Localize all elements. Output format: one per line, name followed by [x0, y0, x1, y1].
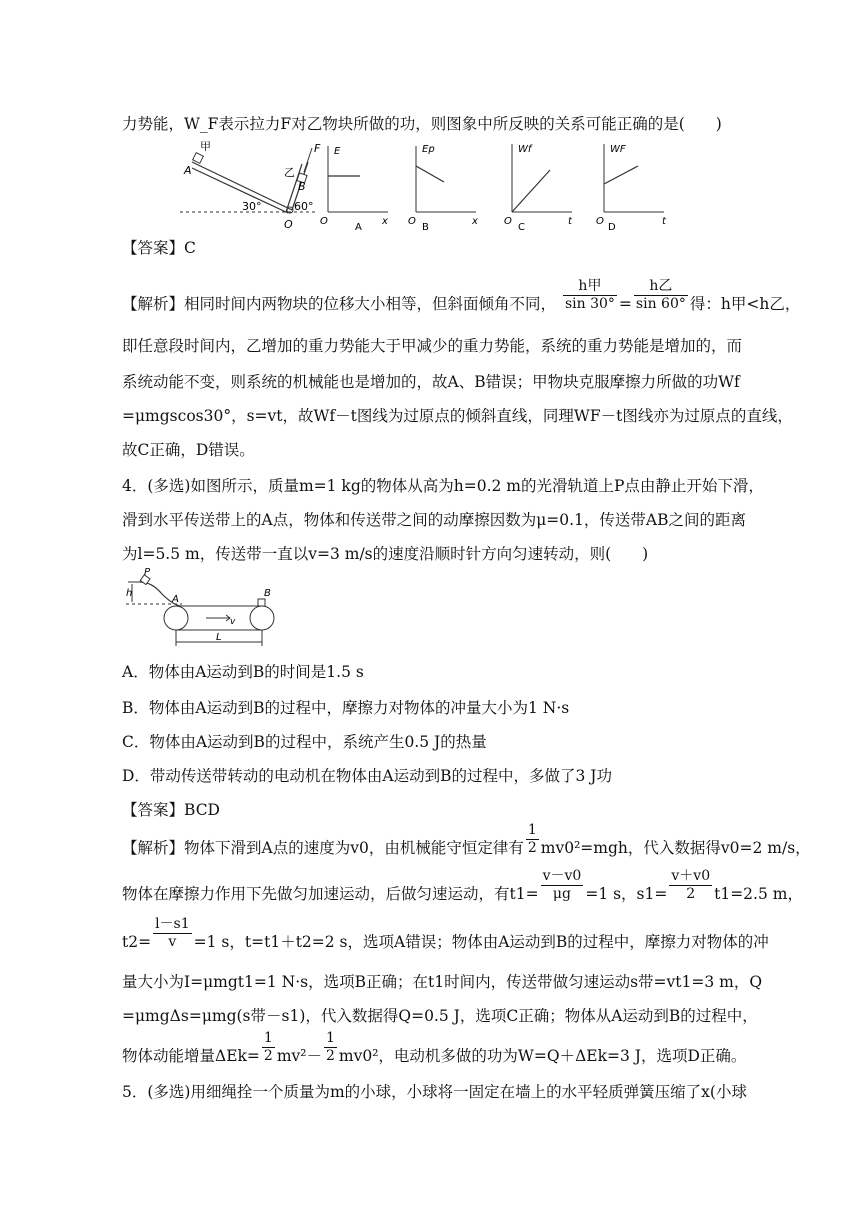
label-B: B: [298, 180, 306, 193]
label-h: h: [126, 588, 133, 599]
svg-text:O: O: [320, 216, 328, 227]
graph-D: [596, 144, 667, 232]
label-A: A: [172, 594, 179, 605]
svg-text:x: x: [472, 216, 478, 227]
graph-C: [504, 144, 573, 232]
q3-analysis-line-5: 故C正确，D错误。: [122, 441, 255, 459]
q3-analysis-line-2: 即任意段时间内，乙增加的重力势能大于甲减少的重力势能，系统的重力势能是增加的，而: [122, 337, 743, 355]
force-F: [304, 148, 312, 172]
label-v: v: [230, 617, 236, 627]
label-B: B: [264, 588, 271, 599]
q4-analysis-line-6: 物体动能增量ΔEk= $\frac{1}{2}$ mv²－ $\frac{1}{2}$ mv0²，电动机多做的功为W=Q＋ΔEk=3 J，选项D正确。: [122, 1029, 747, 1065]
graph-A: [320, 146, 388, 232]
q3-analysis-line-4: =μmgscos30°，s=vt，故Wf－t图线为过原点的倾斜直线，同理WF－t图线亦为过原点的直线，: [122, 407, 793, 425]
q4-figure: [122, 568, 292, 650]
q4-answer: 【答案】BCD: [122, 801, 220, 819]
right-roller: [250, 606, 274, 630]
q4-analysis-line-2: 物体在摩擦力作用下先做匀加速运动，后做匀速运动，有t1= $\frac{v-v0}{\mu g}$ =1 s，s1= $\frac{v+v0}{2}$ t1=2.5 m，: [122, 867, 803, 903]
q3-figure: [180, 140, 700, 232]
block-jia: [193, 153, 204, 164]
label-F: F: [314, 142, 321, 155]
q4-analysis-line-4: 量大小为I=μmgt1=1 N·s，选项B正确；在t1时间内，传送带做匀速运动s带=vt1=3 m，Q: [122, 973, 763, 991]
q3-analysis-line-3: 系统动能不变，则系统的机械能也是增加的，故A、B错误；甲物块克服摩擦力所做的功Wf: [122, 373, 740, 391]
label-jia: 甲: [200, 140, 211, 153]
svg-text:A: A: [355, 222, 362, 232]
q4-option-b: B．物体由A运动到B的过程中，摩擦力对物体的冲量大小为1 N·s: [122, 699, 570, 717]
label-60: 60°: [294, 200, 314, 213]
q4-analysis-line-5: =μmgΔs=μmg(s带－s1)，代入数据得Q=0.5 J，选项C正确；物体从A运动到B的过程中，: [122, 1007, 758, 1025]
svg-text:t: t: [568, 216, 572, 227]
label-L: L: [216, 632, 222, 643]
q5-stem-line-1: 5．(多选)用细绳拴一个质量为m的小球，小球将一固定在墙上的水平轻质弹簧压缩了x(小球: [122, 1083, 747, 1101]
label-O: O: [284, 218, 293, 231]
svg-text:Ep: Ep: [422, 144, 435, 155]
svg-text:O: O: [408, 216, 416, 227]
label-30: 30°: [242, 200, 262, 213]
svg-text:O: O: [596, 216, 604, 227]
q4-option-a: A．物体由A运动到B的时间是1.5 s: [122, 663, 364, 681]
q4-analysis-line-3: t2= $\frac{l-s1}{v}$ =1 s，t=t1＋t2=2 s，选项A错误；物体由A运动到B的过程中，摩擦力对物体的冲: [122, 915, 769, 951]
svg-text:t: t: [662, 216, 666, 227]
svg-text:WF: WF: [610, 144, 626, 155]
label-A: A: [184, 164, 192, 177]
svg-text:Wf: Wf: [518, 144, 532, 155]
q4-option-d: D．带动传送带转动的电动机在物体由A运动到B的过程中，多做了3 J功: [122, 767, 613, 785]
svg-text:C: C: [518, 222, 525, 232]
left-roller: [164, 606, 188, 630]
q4-option-c: C．物体由A运动到B的过程中，系统产生0.5 J的热量: [122, 733, 487, 751]
q4-stem-line-3: 为l=5.5 m，传送带一直以v=3 m/s的速度沿顺时针方向匀速转动，则( ): [122, 545, 649, 563]
q4-stem-line-1: 4．(多选)如图所示，质量m=1 kg的物体从高为h=0.2 m的光滑轨道上P点由静止开始下滑，: [122, 477, 764, 495]
svg-text:E: E: [334, 146, 341, 157]
q4-stem-line-2: 滑到水平传送带上的A点，物体和传送带之间的动摩擦因数为μ=0.1，传送带AB之间的距离: [122, 511, 746, 529]
graph-B: [408, 144, 478, 232]
svg-text:O: O: [504, 216, 512, 227]
label-P: P: [144, 568, 151, 578]
svg-text:x: x: [382, 216, 388, 227]
svg-text:D: D: [608, 222, 616, 232]
svg-text:B: B: [422, 222, 429, 232]
q3-intro-line: 力势能，W_F表示拉力F对乙物块所做的功，则图象中所反映的关系可能正确的是( ): [122, 115, 722, 133]
label-yi: 乙: [284, 166, 295, 179]
block-B: [258, 599, 265, 606]
q4-analysis-line-1: 【解析】物体下滑到A点的速度为v0，由机械能守恒定律有 $\frac{1}{2}$ mv0²=mgh，代入数据得v0=2 m/s，: [122, 821, 811, 857]
q3-analysis-line-1: 【解析】相同时间内两物块的位移大小相等，但斜面倾角不同， $\frac{\text{h甲}}{\sin 30^\circ}$ = $\frac{\text{h乙}}{\sin 60^\circ}$ 得：h甲<h乙，: [122, 277, 801, 313]
q3-answer: 【答案】C: [122, 239, 196, 257]
